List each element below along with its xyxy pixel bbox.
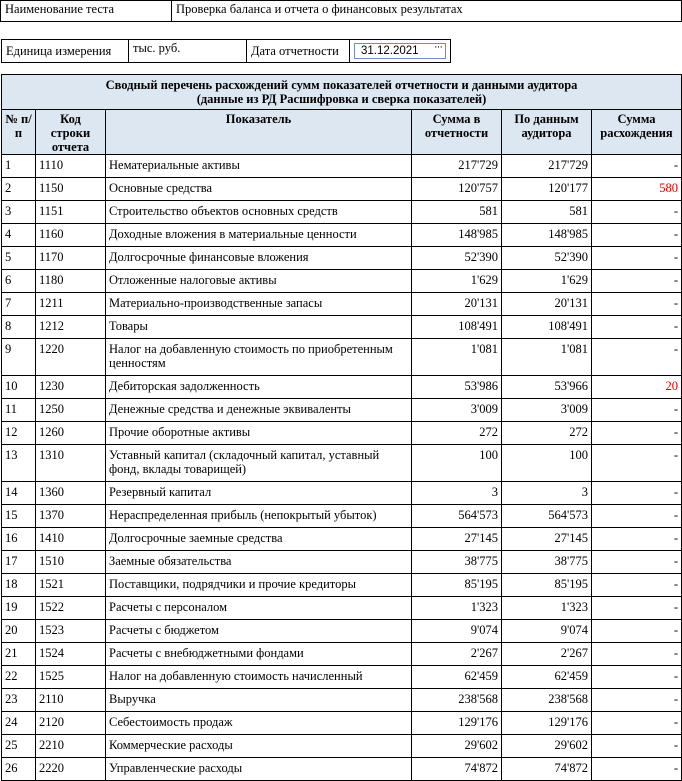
row-discrepancy: -	[592, 422, 682, 445]
row-number: 23	[2, 689, 36, 712]
row-reported-amount: 217'729	[412, 155, 502, 178]
row-code: 1220	[36, 339, 106, 376]
row-reported-amount: 272	[412, 422, 502, 445]
row-number: 8	[2, 316, 36, 339]
row-code: 1510	[36, 551, 106, 574]
row-indicator: Расчеты с бюджетом	[106, 620, 412, 643]
row-reported-amount: 1'323	[412, 597, 502, 620]
row-reported-amount: 74'872	[412, 758, 502, 781]
row-indicator: Нематериальные активы	[106, 155, 412, 178]
row-code: 1360	[36, 482, 106, 505]
table-row	[2, 155, 682, 178]
row-code: 1260	[36, 422, 106, 445]
row-discrepancy: -	[592, 758, 682, 781]
row-discrepancy: -	[592, 201, 682, 224]
row-indicator: Долгосрочные заемные средства	[106, 528, 412, 551]
row-reported-amount: 53'986	[412, 376, 502, 399]
row-number: 3	[2, 201, 36, 224]
row-discrepancy: -	[592, 155, 682, 178]
row-discrepancy: -	[592, 316, 682, 339]
row-discrepancy: -	[592, 339, 682, 376]
test-name-value: Проверка баланса и отчета о финансовых результатах	[171, 0, 682, 22]
table-row	[2, 505, 682, 528]
row-discrepancy: 580	[592, 178, 682, 201]
row-code: 1310	[36, 445, 106, 482]
row-indicator: Управленческие расходы	[106, 758, 412, 781]
row-number: 2	[2, 178, 36, 201]
row-code: 1524	[36, 643, 106, 666]
table-row	[2, 224, 682, 247]
col-header-code: Код строки отчета	[36, 110, 106, 155]
row-discrepancy: -	[592, 399, 682, 422]
row-code: 1522	[36, 597, 106, 620]
report-date-picker[interactable]	[354, 43, 446, 59]
row-discrepancy: -	[592, 482, 682, 505]
row-code: 1150	[36, 178, 106, 201]
row-code: 1160	[36, 224, 106, 247]
report-date-label: Дата отчетности	[246, 39, 350, 63]
row-number: 4	[2, 224, 36, 247]
row-reported-amount: 38'775	[412, 551, 502, 574]
table-row	[2, 293, 682, 316]
row-number: 1	[2, 155, 36, 178]
row-indicator: Налог на добавленную стоимость по приобретенным ценностям	[106, 339, 412, 376]
row-auditor-amount: 53'966	[502, 376, 592, 399]
table-row	[2, 666, 682, 689]
row-code: 1110	[36, 155, 106, 178]
col-header-auditor: По данным аудитора	[502, 110, 592, 155]
report-date-value[interactable]: 31.12.2021	[361, 45, 419, 57]
table-row	[2, 339, 682, 376]
row-reported-amount: 100	[412, 445, 502, 482]
table-row	[2, 551, 682, 574]
row-number: 18	[2, 574, 36, 597]
row-discrepancy: -	[592, 293, 682, 316]
row-indicator: Денежные средства и денежные эквиваленты	[106, 399, 412, 422]
table-caption-line1: Сводный перечень расхождений сумм показателей отчетности и данными аудитора	[105, 78, 578, 92]
table-caption	[2, 75, 682, 110]
row-auditor-amount: 52'390	[502, 247, 592, 270]
row-number: 15	[2, 505, 36, 528]
table-body	[2, 155, 682, 781]
table-row	[2, 376, 682, 399]
row-discrepancy: -	[592, 643, 682, 666]
row-reported-amount: 2'267	[412, 643, 502, 666]
row-number: 12	[2, 422, 36, 445]
row-code: 1525	[36, 666, 106, 689]
row-discrepancy: -	[592, 247, 682, 270]
row-number: 25	[2, 735, 36, 758]
row-auditor-amount: 85'195	[502, 574, 592, 597]
row-reported-amount: 129'176	[412, 712, 502, 735]
row-code: 1180	[36, 270, 106, 293]
row-auditor-amount: 148'985	[502, 224, 592, 247]
row-indicator: Отложенные налоговые активы	[106, 270, 412, 293]
row-discrepancy: -	[592, 224, 682, 247]
row-discrepancy: -	[592, 712, 682, 735]
row-reported-amount: 148'985	[412, 224, 502, 247]
row-auditor-amount: 581	[502, 201, 592, 224]
row-reported-amount: 1'081	[412, 339, 502, 376]
table-row	[2, 482, 682, 505]
table-row	[2, 712, 682, 735]
row-auditor-amount: 217'729	[502, 155, 592, 178]
table-row	[2, 201, 682, 224]
row-number: 13	[2, 445, 36, 482]
row-auditor-amount: 74'872	[502, 758, 592, 781]
row-auditor-amount: 3	[502, 482, 592, 505]
row-code: 2220	[36, 758, 106, 781]
row-indicator: Себестоимость продаж	[106, 712, 412, 735]
row-indicator: Дебиторская задолженность	[106, 376, 412, 399]
row-reported-amount: 238'568	[412, 689, 502, 712]
row-indicator: Расчеты с внебюджетными фондами	[106, 643, 412, 666]
table-row	[2, 735, 682, 758]
row-reported-amount: 120'757	[412, 178, 502, 201]
row-indicator: Поставщики, подрядчики и прочие кредиторы	[106, 574, 412, 597]
row-number: 11	[2, 399, 36, 422]
row-code: 1410	[36, 528, 106, 551]
row-discrepancy: -	[592, 666, 682, 689]
row-discrepancy: -	[592, 735, 682, 758]
row-auditor-amount: 62'459	[502, 666, 592, 689]
row-discrepancy: -	[592, 597, 682, 620]
row-auditor-amount: 38'775	[502, 551, 592, 574]
row-reported-amount: 9'074	[412, 620, 502, 643]
row-auditor-amount: 272	[502, 422, 592, 445]
table-row	[2, 574, 682, 597]
row-code: 1211	[36, 293, 106, 316]
row-indicator: Строительство объектов основных средств	[106, 201, 412, 224]
table-row	[2, 445, 682, 482]
row-indicator: Нераспределенная прибыль (непокрытый убыток)	[106, 505, 412, 528]
row-auditor-amount: 3'009	[502, 399, 592, 422]
row-number: 26	[2, 758, 36, 781]
row-number: 16	[2, 528, 36, 551]
row-reported-amount: 85'195	[412, 574, 502, 597]
row-indicator: Материально-производственные запасы	[106, 293, 412, 316]
unit-label: Единица измерения	[1, 39, 129, 63]
date-picker-button[interactable]: ···	[434, 41, 442, 53]
row-code: 1170	[36, 247, 106, 270]
row-code: 1212	[36, 316, 106, 339]
row-indicator: Выручка	[106, 689, 412, 712]
row-auditor-amount: 20'131	[502, 293, 592, 316]
row-code: 1151	[36, 201, 106, 224]
row-reported-amount: 581	[412, 201, 502, 224]
row-code: 1370	[36, 505, 106, 528]
row-discrepancy: -	[592, 551, 682, 574]
table-row	[2, 528, 682, 551]
row-auditor-amount: 1'323	[502, 597, 592, 620]
row-number: 5	[2, 247, 36, 270]
row-reported-amount: 20'131	[412, 293, 502, 316]
row-code: 2120	[36, 712, 106, 735]
table-row	[2, 689, 682, 712]
row-discrepancy: 20	[592, 376, 682, 399]
row-auditor-amount: 9'074	[502, 620, 592, 643]
table-row	[2, 270, 682, 293]
row-reported-amount: 62'459	[412, 666, 502, 689]
row-reported-amount: 1'629	[412, 270, 502, 293]
row-auditor-amount: 29'602	[502, 735, 592, 758]
table-caption-line2: (данные из РД Расшифровка и сверка показателей)	[196, 92, 487, 106]
row-indicator: Долгосрочные финансовые вложения	[106, 247, 412, 270]
table-row	[2, 316, 682, 339]
row-number: 21	[2, 643, 36, 666]
table-row	[2, 178, 682, 201]
table-row	[2, 643, 682, 666]
table-row	[2, 597, 682, 620]
row-auditor-amount: 1'629	[502, 270, 592, 293]
row-indicator: Расчеты с персоналом	[106, 597, 412, 620]
row-indicator: Доходные вложения в материальные ценности	[106, 224, 412, 247]
col-header-num: № п/п	[2, 110, 36, 155]
row-discrepancy: -	[592, 574, 682, 597]
row-number: 19	[2, 597, 36, 620]
row-number: 9	[2, 339, 36, 376]
test-name-label: Наименование теста	[0, 0, 172, 22]
row-discrepancy: -	[592, 445, 682, 482]
row-indicator: Уставный капитал (складочный капитал, уставный фонд, вклады товарищей)	[106, 445, 412, 482]
row-reported-amount: 3'009	[412, 399, 502, 422]
row-number: 20	[2, 620, 36, 643]
row-auditor-amount: 120'177	[502, 178, 592, 201]
row-auditor-amount: 238'568	[502, 689, 592, 712]
row-discrepancy: -	[592, 689, 682, 712]
row-indicator: Товары	[106, 316, 412, 339]
row-indicator: Прочие оборотные активы	[106, 422, 412, 445]
row-indicator: Основные средства	[106, 178, 412, 201]
row-auditor-amount: 1'081	[502, 339, 592, 376]
table-row	[2, 422, 682, 445]
report-date-cell	[349, 39, 451, 63]
table-row	[2, 758, 682, 781]
row-reported-amount: 52'390	[412, 247, 502, 270]
row-auditor-amount: 100	[502, 445, 592, 482]
row-discrepancy: -	[592, 528, 682, 551]
discrepancy-table	[1, 74, 682, 781]
col-header-reported: Сумма в отчетности	[412, 110, 502, 155]
row-indicator: Коммерческие расходы	[106, 735, 412, 758]
row-discrepancy: -	[592, 505, 682, 528]
row-auditor-amount: 108'491	[502, 316, 592, 339]
row-code: 1230	[36, 376, 106, 399]
row-reported-amount: 108'491	[412, 316, 502, 339]
table-row	[2, 399, 682, 422]
col-header-diff: Сумма расхождения	[592, 110, 682, 155]
row-number: 7	[2, 293, 36, 316]
row-code: 1521	[36, 574, 106, 597]
row-reported-amount: 564'573	[412, 505, 502, 528]
table-row	[2, 247, 682, 270]
row-number: 6	[2, 270, 36, 293]
row-indicator: Налог на добавленную стоимость начисленный	[106, 666, 412, 689]
row-code: 2110	[36, 689, 106, 712]
row-number: 17	[2, 551, 36, 574]
row-discrepancy: -	[592, 620, 682, 643]
row-auditor-amount: 27'145	[502, 528, 592, 551]
table-row	[2, 620, 682, 643]
row-reported-amount: 27'145	[412, 528, 502, 551]
row-discrepancy: -	[592, 270, 682, 293]
row-indicator: Заемные обязательства	[106, 551, 412, 574]
row-code: 2210	[36, 735, 106, 758]
row-reported-amount: 3	[412, 482, 502, 505]
row-code: 1523	[36, 620, 106, 643]
row-code: 1250	[36, 399, 106, 422]
row-indicator: Резервный капитал	[106, 482, 412, 505]
row-auditor-amount: 129'176	[502, 712, 592, 735]
row-auditor-amount: 2'267	[502, 643, 592, 666]
row-number: 10	[2, 376, 36, 399]
row-number: 14	[2, 482, 36, 505]
row-reported-amount: 29'602	[412, 735, 502, 758]
row-auditor-amount: 564'573	[502, 505, 592, 528]
row-number: 24	[2, 712, 36, 735]
col-header-indicator: Показатель	[106, 110, 412, 155]
row-number: 22	[2, 666, 36, 689]
unit-value: тыс. руб.	[128, 39, 247, 63]
